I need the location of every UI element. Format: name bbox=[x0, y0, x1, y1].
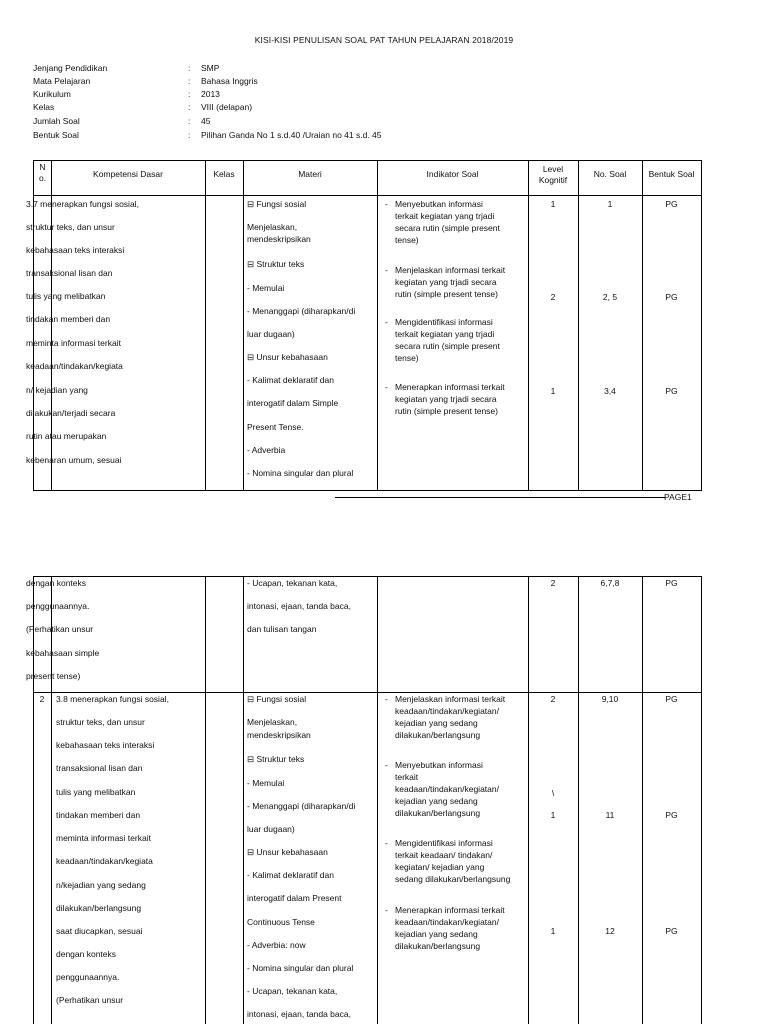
materi-line: Present Tense. bbox=[247, 422, 304, 432]
materi-line: - Nomina singular dan plural bbox=[247, 963, 354, 973]
kd-line: meminta informasi terkait bbox=[26, 338, 121, 348]
bullet-dash: - bbox=[385, 905, 388, 915]
indikator-line: dilakukan/berlangsung bbox=[395, 941, 481, 951]
indikator-line: Menjelaskan informasi terkait bbox=[395, 265, 506, 275]
header-indikator-soal: Indikator Soal bbox=[426, 169, 479, 179]
header-materi: Materi bbox=[298, 169, 322, 179]
kd-line: keadaan/tindakan/kegiata bbox=[26, 361, 123, 371]
indikator-line: keadaan/tindakan/kegiatan/ bbox=[395, 706, 499, 716]
indikator-line: kegiatan yang trjadi secara bbox=[395, 394, 497, 404]
indikator-line: kejadian yang sedang bbox=[395, 718, 478, 728]
kd-line: transaksional lisan dan bbox=[26, 268, 113, 278]
materi-line: mendeskripsikan bbox=[247, 730, 311, 740]
indikator-line: terkait kegiatan yang trjadi bbox=[395, 329, 495, 339]
materi-line: - Nomina singular dan plural bbox=[247, 468, 354, 478]
kd-line: penggunaannya. bbox=[26, 601, 90, 611]
level-cell: 1 bbox=[550, 199, 556, 209]
kd-line: struktur teks, dan unsur bbox=[56, 717, 145, 727]
header-bentuk-soal: Bentuk Soal bbox=[648, 169, 695, 179]
meta-value: 45 bbox=[201, 116, 211, 126]
indikator-line: keadaan/tindakan/kegiatan/ bbox=[395, 917, 499, 927]
meta-colon: : bbox=[188, 89, 191, 99]
kd-line: dilakukan/terjadi secara bbox=[26, 408, 116, 418]
nosoal-cell: 1 bbox=[607, 199, 613, 209]
kd-line: n/kejadian yang sedang bbox=[56, 880, 146, 890]
kd-line: 3.8 menerapkan fungsi sosial, bbox=[56, 694, 169, 704]
meta-value: VIII (delapan) bbox=[201, 102, 253, 112]
materi-line: ⊟ Unsur kebahasaan bbox=[247, 352, 328, 362]
header-level-kognitif: Level Kognitif bbox=[538, 164, 568, 185]
kd-line: dengan konteks bbox=[26, 578, 87, 588]
meta-label: Jenjang Pendidikan bbox=[33, 63, 108, 73]
kd-line: n/ kejadian yang bbox=[26, 385, 88, 395]
meta-label: Jumlah Soal bbox=[33, 116, 80, 126]
materi-line: ⊟ Fungsi sosial bbox=[247, 694, 307, 704]
materi-line: ⊟ Struktur teks bbox=[247, 259, 305, 269]
materi-line: - Kalimat deklaratif dan bbox=[247, 870, 334, 880]
bullet-dash: - bbox=[385, 317, 388, 327]
kd-line: (Perhatikan unsur bbox=[56, 995, 124, 1005]
indikator-line: kegiatan yang trjadi secara bbox=[395, 277, 497, 287]
kd-line: tulis yang melibatkan bbox=[26, 291, 106, 301]
bullet-dash: - bbox=[385, 382, 388, 392]
header-kompetensi-dasar: Kompetensi Dasar bbox=[93, 169, 163, 179]
kd-line: present tense) bbox=[26, 671, 81, 681]
bentuk-cell: PG bbox=[665, 292, 678, 302]
meta-colon: : bbox=[188, 63, 191, 73]
indikator-line: Menyebutkan informasi bbox=[395, 199, 483, 209]
indikator-line: terkait keadaan/ tindakan/ bbox=[395, 850, 493, 860]
indikator-line: dilakukan/berlangsung bbox=[395, 730, 481, 740]
materi-line: luar dugaan) bbox=[247, 824, 295, 834]
bullet-dash: - bbox=[385, 838, 388, 848]
level-cell: 1 bbox=[550, 926, 556, 936]
materi-line: Menjelaskan, bbox=[247, 717, 298, 727]
indikator-line: terkait bbox=[395, 772, 419, 782]
materi-line: ⊟ Fungsi sosial bbox=[247, 199, 307, 209]
materi-line: Menjelaskan, bbox=[247, 222, 298, 232]
page-footer: PAGE1 bbox=[664, 492, 692, 502]
kd-line: rutin atau merupakan bbox=[26, 431, 107, 441]
materi-line: - Memulai bbox=[247, 283, 285, 293]
indikator-line: Menerapkan informasi terkait bbox=[395, 382, 505, 392]
materi-line: - Memulai bbox=[247, 778, 285, 788]
header-no-soal: No. Soal bbox=[593, 169, 627, 179]
indikator-line: secara rutin (simple present bbox=[395, 341, 500, 351]
materi-line: interogatif dalam Simple bbox=[247, 398, 339, 408]
level-cell: \ bbox=[551, 788, 555, 798]
materi-line: - Kalimat deklaratif dan bbox=[247, 375, 334, 385]
bullet-dash: - bbox=[385, 199, 388, 209]
meta-colon: : bbox=[188, 116, 191, 126]
indikator-line: dilakukan/berlangsung bbox=[395, 808, 481, 818]
indikator-line: terkait kegiatan yang trjadi bbox=[395, 211, 495, 221]
level-cell: 1 bbox=[550, 386, 556, 396]
kd-line: (Perhatikan unsur bbox=[26, 624, 94, 634]
indikator-line: rutin (simple present tense) bbox=[395, 406, 498, 416]
meta-label: Bentuk Soal bbox=[33, 130, 79, 140]
materi-line: luar dugaan) bbox=[247, 329, 295, 339]
nosoal-cell: 6,7,8 bbox=[600, 578, 620, 588]
kd-line: kebenaran umum, sesuai bbox=[26, 455, 122, 465]
materi-line: - Adverbia bbox=[247, 445, 286, 455]
materi-line: - Ucapan, tekanan kata, bbox=[247, 578, 338, 588]
materi-line: mendeskripsikan bbox=[247, 234, 311, 244]
bentuk-cell: PG bbox=[665, 386, 678, 396]
materi-line: - Adverbia: now bbox=[247, 940, 306, 950]
indikator-line: tense) bbox=[395, 235, 419, 245]
materi-line: ⊟ Unsur kebahasaan bbox=[247, 847, 328, 857]
nosoal-cell: 2, 5 bbox=[602, 292, 618, 302]
meta-colon: : bbox=[188, 130, 191, 140]
meta-label: Mata Pelajaran bbox=[33, 76, 91, 86]
materi-line: - Ucapan, tekanan kata, bbox=[247, 986, 338, 996]
materi-line: ⊟ Struktur teks bbox=[247, 754, 305, 764]
bullet-dash: - bbox=[385, 694, 388, 704]
bentuk-cell: PG bbox=[665, 199, 678, 209]
nosoal-cell: 11 bbox=[605, 810, 615, 820]
bentuk-cell: PG bbox=[665, 694, 678, 704]
materi-line: - Menanggapi (diharapkan/di bbox=[247, 801, 356, 811]
kd-line: transaksional lisan dan bbox=[56, 763, 143, 773]
header-kelas: Kelas bbox=[213, 169, 235, 179]
kd-line: kebahasaan simple bbox=[26, 648, 100, 658]
kd-line: kebahasaan teks interaksi bbox=[56, 740, 155, 750]
kd-line: keadaan/tindakan/kegiata bbox=[56, 856, 153, 866]
meta-colon: : bbox=[188, 76, 191, 86]
indikator-line: keadaan/tindakan/kegiatan/ bbox=[395, 784, 499, 794]
row-number: 2 bbox=[39, 694, 45, 704]
level-cell: 1 bbox=[550, 810, 556, 820]
kd-line: dengan konteks bbox=[56, 949, 117, 959]
level-cell: 2 bbox=[550, 578, 556, 588]
page-title: KISI-KISI PENULISAN SOAL PAT TAHUN PELAJARAN 2018/2019 bbox=[254, 35, 514, 45]
kd-line: struktur teks, dan unsur bbox=[26, 222, 115, 232]
indikator-line: sedang dilakukan/berlangsung bbox=[395, 874, 511, 884]
meta-value: Pilihan Ganda No 1 s.d.40 /Uraian no 41 s.d. 45 bbox=[201, 130, 382, 140]
materi-line: dan tulisan tangan bbox=[247, 624, 317, 634]
meta-value: Bahasa Inggris bbox=[201, 76, 258, 86]
meta-value: 2013 bbox=[201, 89, 220, 99]
indikator-line: Mengidentifikasi informasi bbox=[395, 317, 493, 327]
meta-label: Kurikulum bbox=[33, 89, 71, 99]
meta-label: Kelas bbox=[33, 102, 55, 112]
kd-line: tindakan memberi dan bbox=[26, 314, 111, 324]
kd-line: kebahasaan teks interaksi bbox=[26, 245, 125, 255]
materi-line: - Menanggapi (diharapkan/di bbox=[247, 306, 356, 316]
bullet-dash: - bbox=[385, 760, 388, 770]
kd-line: dilakukan/berlangsung bbox=[56, 903, 142, 913]
kd-line: saat diucapkan, sesuai bbox=[56, 926, 143, 936]
materi-line: Continuous Tense bbox=[247, 917, 315, 927]
kd-line: tindakan memberi dan bbox=[56, 810, 141, 820]
bentuk-cell: PG bbox=[665, 578, 678, 588]
meta-colon: : bbox=[188, 102, 191, 112]
indikator-line: Mengidentifikasi informasi bbox=[395, 838, 493, 848]
bentuk-cell: PG bbox=[665, 926, 678, 936]
nosoal-cell: 3,4 bbox=[604, 386, 616, 396]
kd-line: 3.7 menerapkan fungsi sosial, bbox=[26, 199, 139, 209]
indikator-line: kejadian yang sedang bbox=[395, 796, 478, 806]
indikator-line: tense) bbox=[395, 353, 419, 363]
indikator-line: Menyebutkan informasi bbox=[395, 760, 483, 770]
kd-line: tulis yang melibatkan bbox=[56, 787, 136, 797]
bentuk-cell: PG bbox=[665, 810, 678, 820]
materi-line: interogatif dalam Present bbox=[247, 893, 342, 903]
bullet-dash: - bbox=[385, 265, 388, 275]
indikator-line: kegiatan/ kejadian yang bbox=[395, 862, 485, 872]
indikator-line: Menerapkan informasi terkait bbox=[395, 905, 505, 915]
level-cell: 2 bbox=[550, 292, 556, 302]
indikator-line: Menjelaskan informasi terkait bbox=[395, 694, 506, 704]
nosoal-cell: 12 bbox=[605, 926, 615, 936]
meta-value: SMP bbox=[201, 63, 220, 73]
nosoal-cell: 9,10 bbox=[601, 694, 619, 704]
indikator-line: secara rutin (simple present bbox=[395, 223, 500, 233]
indikator-line: kejadian yang sedang bbox=[395, 929, 478, 939]
kd-line: meminta informasi terkait bbox=[56, 833, 151, 843]
header-no: N o. bbox=[38, 162, 47, 183]
indikator-line: rutin (simple present tense) bbox=[395, 289, 498, 299]
kd-line: penggunaannya. bbox=[56, 972, 120, 982]
level-cell: 2 bbox=[550, 694, 556, 704]
materi-line: intonasi, ejaan, tanda baca, bbox=[247, 601, 351, 611]
materi-line: intonasi, ejaan, tanda baca, bbox=[247, 1009, 351, 1019]
